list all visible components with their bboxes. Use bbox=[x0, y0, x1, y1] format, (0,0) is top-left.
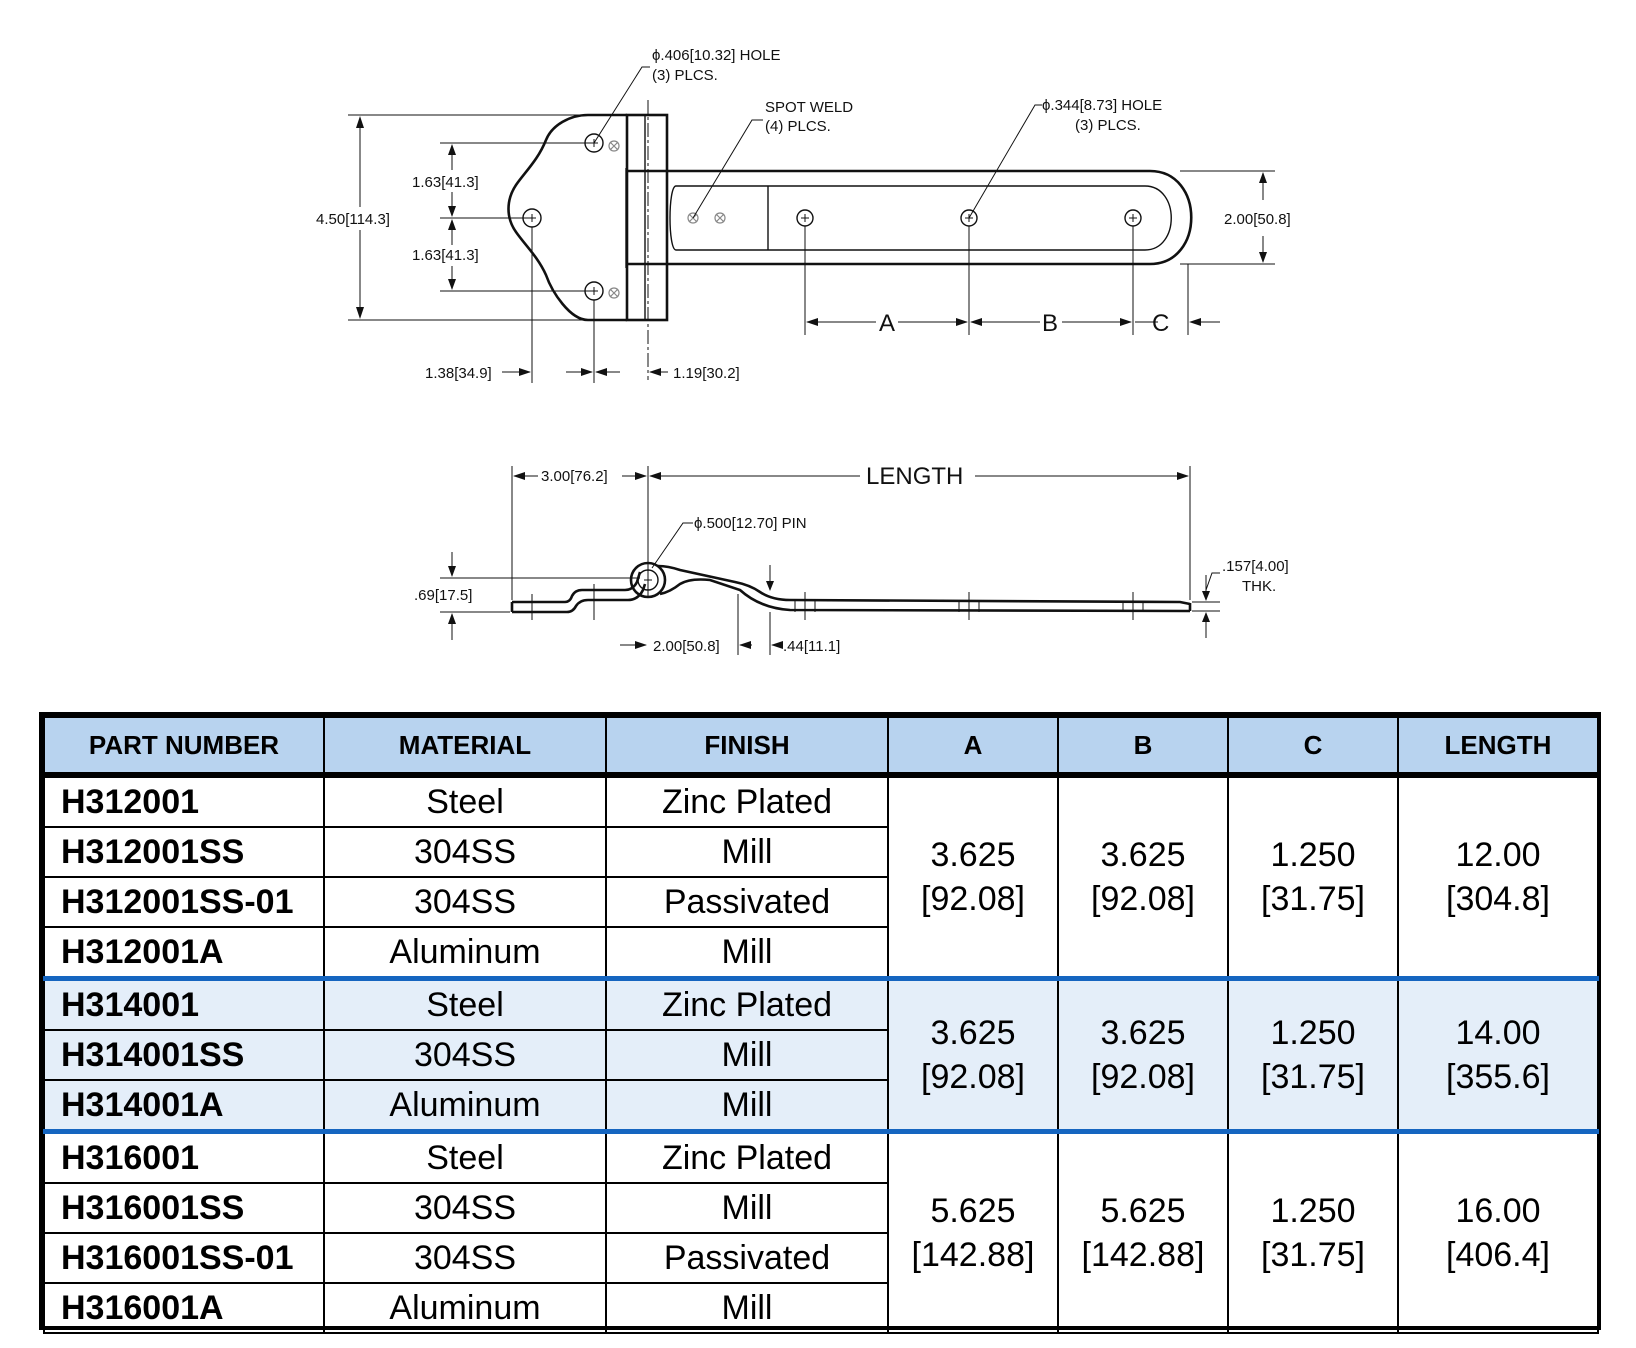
dim-lower-spacing: 1.63[41.3] bbox=[412, 247, 479, 264]
hole-large-callout-count: (3) PLCS. bbox=[652, 67, 718, 84]
side-view bbox=[414, 463, 1289, 655]
part-number: H316001SS bbox=[44, 1183, 324, 1233]
finish: Mill bbox=[606, 927, 888, 979]
finish: Mill bbox=[606, 1080, 888, 1132]
dim-upper-spacing: 1.63[41.3] bbox=[412, 174, 479, 191]
dim-overall-height: 4.50[114.3] bbox=[316, 211, 390, 228]
material: Aluminum bbox=[324, 927, 606, 979]
finish: Mill bbox=[606, 1030, 888, 1080]
dim-knuckle-offset: 1.19[30.2] bbox=[673, 365, 740, 382]
dim-overall-length: LENGTH bbox=[866, 463, 964, 490]
hole-circle bbox=[1125, 210, 1141, 226]
thickness-callout: .157[4.00] bbox=[1222, 558, 1289, 575]
table-row bbox=[44, 979, 1598, 1031]
material: Steel bbox=[324, 979, 606, 1031]
part-number: H312001SS bbox=[44, 827, 324, 877]
header-material: MATERIAL bbox=[324, 717, 606, 775]
dim-b-cell: 3.625 [92.08] bbox=[1058, 775, 1228, 979]
finish: Mill bbox=[606, 1183, 888, 1233]
dim-b-cell: 5.625 [142.88] bbox=[1058, 1132, 1228, 1334]
material: 304SS bbox=[324, 877, 606, 927]
finish: Passivated bbox=[606, 877, 888, 927]
length-cell: 14.00 [355.6] bbox=[1398, 979, 1598, 1132]
material: Steel bbox=[324, 1132, 606, 1184]
finish: Passivated bbox=[606, 1233, 888, 1283]
finish: Zinc Plated bbox=[606, 775, 888, 827]
spot-weld-callout: SPOT WELD bbox=[765, 99, 854, 116]
finish: Mill bbox=[606, 1283, 888, 1333]
dim-c-cell: 1.250 [31.75] bbox=[1228, 1132, 1398, 1334]
length-cell: 16.00 [406.4] bbox=[1398, 1132, 1598, 1334]
dim-label-b: B bbox=[1042, 310, 1059, 337]
spec-table bbox=[43, 716, 1599, 1334]
material: Steel bbox=[324, 775, 606, 827]
length-cell: 12.00 [304.8] bbox=[1398, 775, 1598, 979]
part-number: H314001 bbox=[44, 979, 324, 1031]
spot-weld-symbol bbox=[609, 141, 619, 151]
part-number: H316001A bbox=[44, 1283, 324, 1333]
material: 304SS bbox=[324, 1233, 606, 1283]
dim-bend-length: .44[11.1] bbox=[783, 638, 841, 655]
part-number: H312001SS-01 bbox=[44, 877, 324, 927]
dim-a-cell: 3.625 [92.08] bbox=[888, 979, 1058, 1132]
dim-b-cell: 3.625 [92.08] bbox=[1058, 979, 1228, 1132]
spot-weld-callout-count: (4) PLCS. bbox=[765, 118, 831, 135]
dim-a-cell: 5.625 [142.88] bbox=[888, 1132, 1058, 1334]
finish: Mill bbox=[606, 827, 888, 877]
part-number: H312001A bbox=[44, 927, 324, 979]
material: 304SS bbox=[324, 1183, 606, 1233]
dim-c-cell: 1.250 [31.75] bbox=[1228, 775, 1398, 979]
spot-weld-symbol bbox=[609, 288, 619, 298]
dim-offset-height: .69[17.5] bbox=[414, 587, 473, 604]
part-number: H314001SS bbox=[44, 1030, 324, 1080]
header-c: C bbox=[1228, 717, 1398, 775]
header-length: LENGTH bbox=[1398, 717, 1598, 775]
part-number: H316001 bbox=[44, 1132, 324, 1184]
top-view bbox=[316, 47, 1291, 383]
header-a: A bbox=[888, 717, 1058, 775]
dim-strap-width: 2.00[50.8] bbox=[1224, 211, 1291, 228]
dim-bend-distance: 2.00[50.8] bbox=[653, 638, 720, 655]
material: Aluminum bbox=[324, 1283, 606, 1333]
material: Aluminum bbox=[324, 1080, 606, 1132]
dim-leaf-length: 3.00[76.2] bbox=[541, 468, 608, 485]
header-part-number: PART NUMBER bbox=[44, 717, 324, 775]
hole-large-callout: ϕ.406[10.32] HOLE bbox=[652, 47, 781, 64]
table-row bbox=[44, 775, 1598, 827]
material: 304SS bbox=[324, 827, 606, 877]
part-number: H316001SS-01 bbox=[44, 1233, 324, 1283]
part-number: H314001A bbox=[44, 1080, 324, 1132]
table-row bbox=[44, 1132, 1598, 1184]
material: 304SS bbox=[324, 1030, 606, 1080]
hole-circle bbox=[797, 210, 813, 226]
dim-c-cell: 1.250 [31.75] bbox=[1228, 979, 1398, 1132]
finish: Zinc Plated bbox=[606, 1132, 888, 1184]
dim-a-cell: 3.625 [92.08] bbox=[888, 775, 1058, 979]
hole-small-callout-count: (3) PLCS. bbox=[1075, 117, 1141, 134]
dim-leaf-offset: 1.38[34.9] bbox=[425, 365, 492, 382]
spot-weld-symbol bbox=[715, 213, 725, 223]
pin-callout: ϕ.500[12.70] PIN bbox=[694, 515, 807, 532]
header-finish: FINISH bbox=[606, 717, 888, 775]
dim-label-c: C bbox=[1152, 310, 1170, 337]
part-spec-table bbox=[39, 712, 1601, 1330]
thickness-callout-label: THK. bbox=[1242, 578, 1277, 595]
part-number: H312001 bbox=[44, 775, 324, 827]
dim-label-a: A bbox=[879, 310, 896, 337]
table-header-row bbox=[44, 717, 1598, 775]
hole-small-callout: ϕ.344[8.73] HOLE bbox=[1042, 97, 1163, 114]
finish: Zinc Plated bbox=[606, 979, 888, 1031]
header-b: B bbox=[1058, 717, 1228, 775]
